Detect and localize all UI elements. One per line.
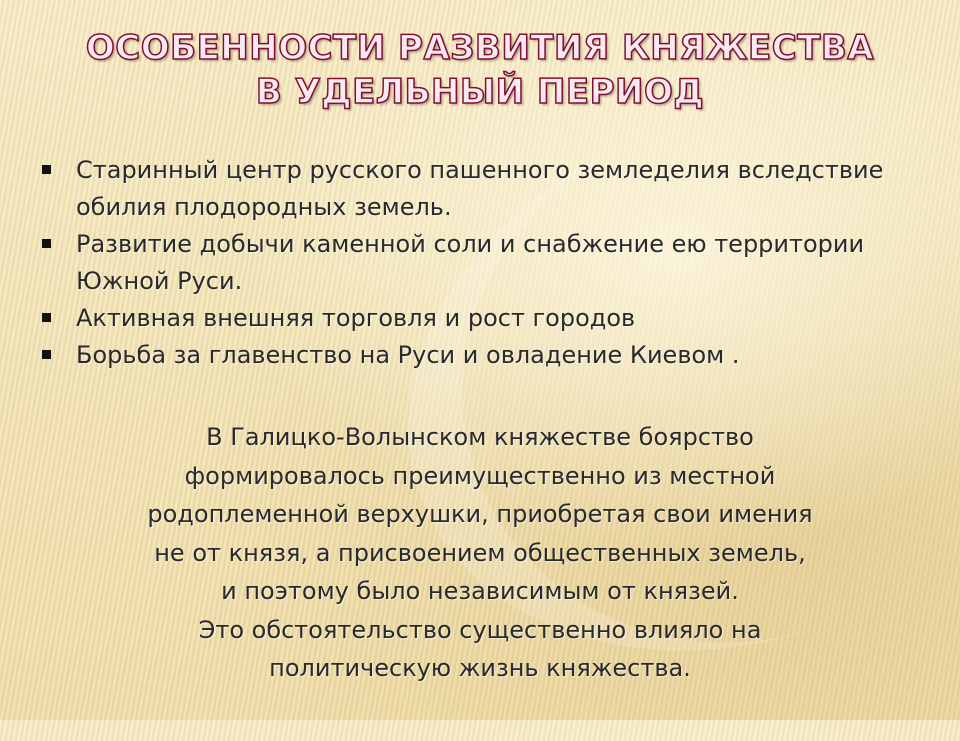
- bullet-list: [42, 152, 922, 374]
- paragraph-line: не от князя, а присвоением общественных земель,: [154, 538, 806, 567]
- bullet-item: [42, 226, 922, 300]
- bullet-text: Активная внешняя торговля и рост городов: [76, 304, 636, 332]
- paragraph-line: родоплеменной верхушки, приобретая свои имения: [147, 500, 813, 528]
- paragraph-line: Это обстоятельство существенно влияло на: [198, 615, 762, 644]
- square-bullet-icon: [42, 165, 51, 174]
- paragraph-line: и поэтому было независимым от князей.: [221, 577, 739, 605]
- paragraph-line: формировалось преимущественно из местной: [184, 461, 776, 490]
- paragraph-line: политическую жизнь княжества.: [269, 654, 691, 682]
- bullet-text: Развитие добычи каменной соли и снабжение ею территории Южной Руси.: [76, 230, 865, 295]
- bullet-item: [42, 300, 922, 337]
- bullet-item: [42, 337, 922, 374]
- square-bullet-icon: [42, 350, 51, 359]
- title-line-1: ОСОБЕННОСТИ РАЗВИТИЯ КНЯЖЕСТВА: [85, 28, 875, 68]
- square-bullet-icon: [42, 239, 51, 248]
- boyars-paragraph: [80, 418, 880, 688]
- bullet-item: [42, 152, 922, 226]
- title-line-2: В УДЕЛЬНЫЙ ПЕРИОД: [255, 72, 705, 112]
- slide-title: [0, 26, 960, 114]
- bullet-text: Борьба за главенство на Руси и овладение Киевом .: [76, 341, 740, 369]
- paragraph-line: В Галицко-Волынском княжестве боярство: [206, 423, 754, 451]
- square-bullet-icon: [42, 313, 51, 322]
- bullet-text: Старинный центр русского пашенного земледелия вследствие обилия плодородных земель.: [76, 156, 884, 221]
